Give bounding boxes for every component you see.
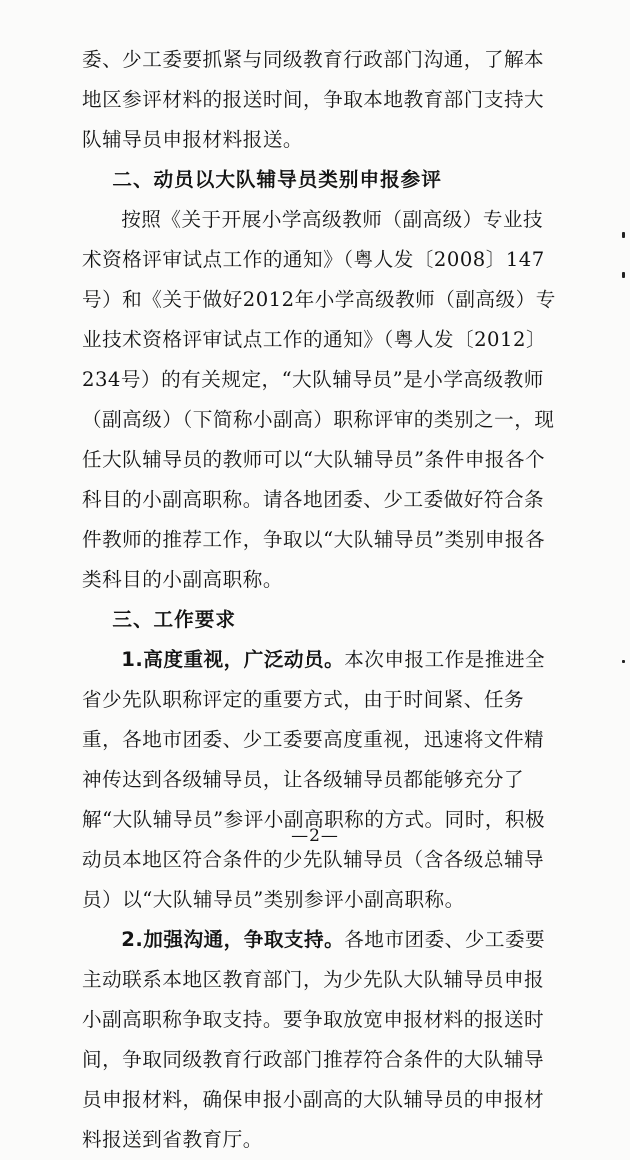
paragraph-continuation: 委、少工委要抓紧与同级教育行政部门沟通，了解本地区参评材料的报送时间，争取本地教育部门支持大队辅导员申报材料报送。 xyxy=(82,48,545,151)
scan-speck xyxy=(622,660,625,663)
requirement-1-text: 本次申报工作是推进全省少先队职称评定的重要方式，由于时间紧、任务重，各地市团委、少工委要高度重视，迅速将文件精神传达到各级辅导员，让各级辅导员都能够充分了解“大队辅导员”参评小副高职称的方式。同时，积极动员本地区符合条件的少先队辅导员（含各级总辅导员）以“大队辅导员”类别参评小副高职称。 xyxy=(82,648,546,911)
paragraph-regulations: 按照《关于开展小学高级教师（副高级）专业技术资格评审试点工作的通知》（粤人发〔2008〕147号）和《关于做好2012年小学高级教师（副高级）专业技术资格评审试点工作的通知》（粤人发〔2012〕234号）的有关规定，“大队辅导员”是小学高级教师（副高级）（下简称小副高）职称评审的类别之一，现任大队辅导员的教师可以“大队辅导员”条件申报各个科目的小副高职称。请各地团委、少工委做好符合条件教师的推荐工作，争取以“大队辅导员”类别申报各类科目的小副高职称。 xyxy=(82,208,556,591)
section-heading-2: 二、动员以大队辅导员类别申报参评 xyxy=(112,168,442,191)
requirement-2-lead: 2.加强沟通，争取支持。 xyxy=(121,928,345,951)
page-number: —2— xyxy=(291,826,339,846)
requirement-2-text: 各地市团委、少工委要主动联系本地区教育部门，为少先队大队辅导员申报小副高职称争取支持。要争取放宽申报材料的报送时间，争取同级教育行政部门推荐符合条件的大队辅导员申报材料，确保申报小副高的大队辅导员的申报材料报送到省教育厅。 xyxy=(82,928,546,1151)
paragraph-requirement-2 xyxy=(82,920,562,1160)
paragraph-requirement-1 xyxy=(82,640,562,920)
section-heading-3: 三、工作要求 xyxy=(112,608,236,631)
scan-speck xyxy=(622,272,625,278)
requirement-1-lead: 1.高度重视，广泛动员。 xyxy=(121,648,345,671)
scan-speck xyxy=(622,232,625,238)
document-body xyxy=(82,40,562,1160)
